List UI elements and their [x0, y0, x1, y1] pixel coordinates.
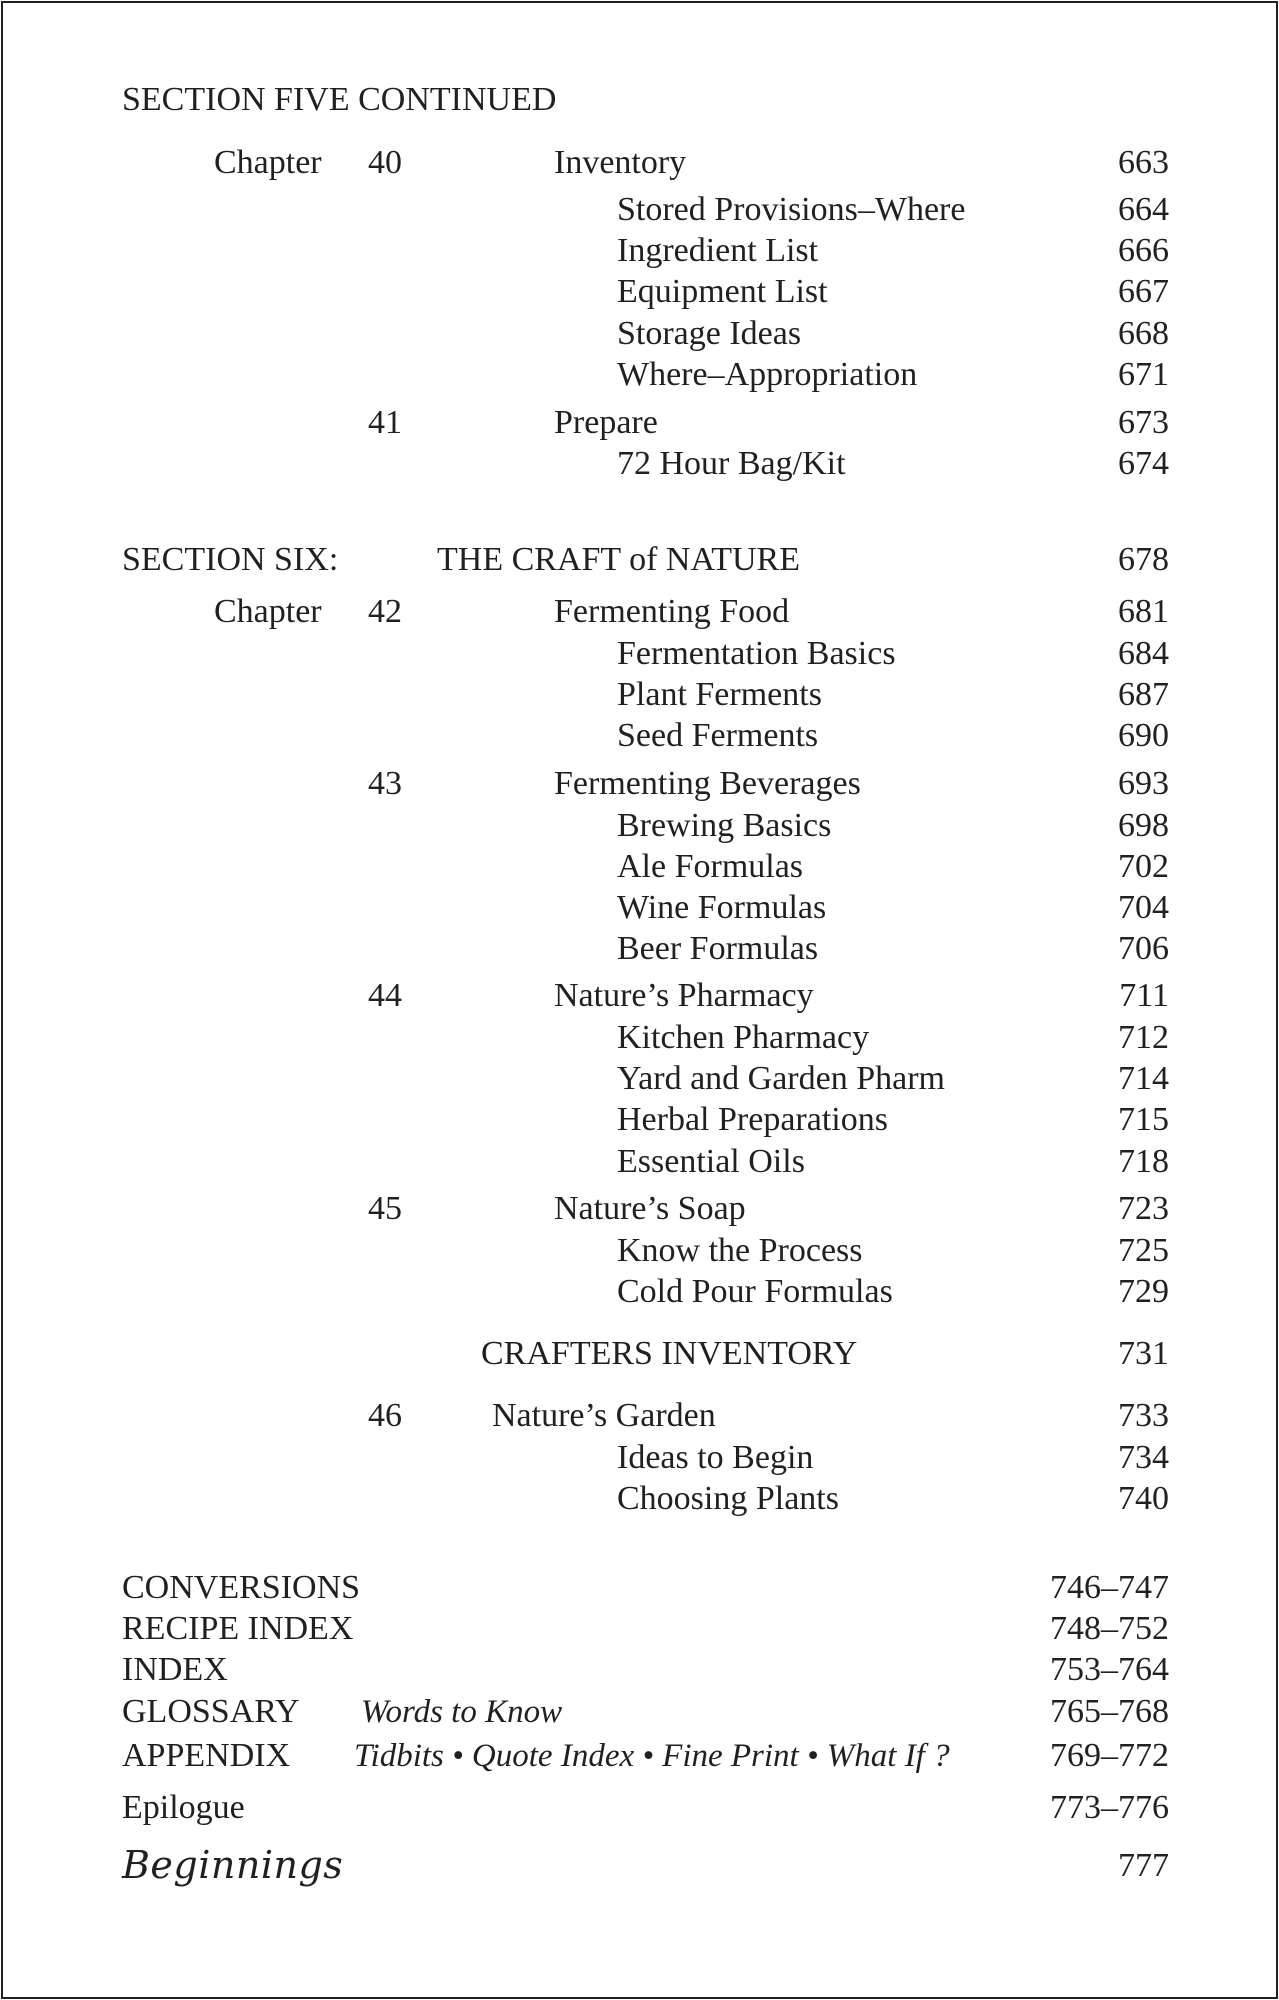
subsection-title: Ale Formulas [617, 848, 804, 885]
page-number: 684 [1118, 635, 1169, 672]
page-number: 693 [1118, 765, 1169, 802]
page-range: 748–752 [1050, 1610, 1169, 1647]
chapter-title: Prepare [554, 404, 658, 441]
chapter-title: Inventory [554, 144, 687, 181]
subsection-title: Where–Appropriation [617, 356, 918, 393]
chapter-title: Nature’s Soap [554, 1190, 746, 1227]
beginnings-title: Beginnings [122, 1843, 344, 1887]
subsection-title: Kitchen Pharmacy [617, 1019, 870, 1056]
subsection-title: Seed Ferments [617, 717, 819, 754]
page-number: 704 [1118, 889, 1169, 926]
page-number: 702 [1118, 848, 1169, 885]
appendix-subtitle: Tidbits • Quote Index • Fine Print • What If ? [354, 1738, 950, 1774]
page-number: 687 [1118, 676, 1169, 713]
subsection-title: Ideas to Begin [617, 1439, 814, 1476]
subsection-title: 72 Hour Bag/Kit [617, 445, 846, 482]
page-number: 674 [1118, 445, 1169, 482]
page-number: 740 [1118, 1480, 1169, 1517]
subsection-title: Herbal Preparations [617, 1101, 888, 1138]
page-number: 663 [1118, 144, 1169, 181]
chapter-number: 43 [368, 765, 402, 802]
page-number: 718 [1118, 1143, 1169, 1180]
page-range: 769–772 [1050, 1737, 1169, 1774]
subsection-title: Equipment List [617, 273, 828, 310]
subsection-title: Choosing Plants [617, 1480, 839, 1517]
subsection-title: Storage Ideas [617, 315, 802, 352]
page-number: 668 [1118, 315, 1169, 352]
page-number: 666 [1118, 232, 1169, 269]
page-number: 714 [1118, 1060, 1169, 1097]
chapter-number: 45 [368, 1190, 402, 1227]
chapter-label: Chapter [214, 593, 322, 630]
subsection-title: Beer Formulas [617, 930, 819, 967]
section-six-title: THE CRAFT of NATURE [437, 541, 800, 578]
subsection-title: Plant Ferments [617, 676, 822, 713]
back-matter-title: Epilogue [122, 1789, 245, 1826]
subsection-title: Fermentation Basics [617, 635, 896, 672]
chapter-number: 44 [368, 977, 402, 1014]
section-six-label: SECTION SIX: [122, 541, 339, 578]
chapter-title: Fermenting Food [554, 593, 790, 630]
page-number: 729 [1118, 1273, 1169, 1310]
page-number: 711 [1119, 977, 1169, 1014]
chapter-number: 41 [368, 404, 402, 441]
page-number: 690 [1118, 717, 1169, 754]
back-matter-title: RECIPE INDEX [122, 1610, 354, 1647]
page-number: 706 [1118, 930, 1169, 967]
section-five-heading: SECTION FIVE CONTINUED [122, 81, 557, 118]
back-matter-title: APPENDIX [122, 1737, 291, 1774]
page-range: 773–776 [1050, 1789, 1169, 1826]
page-range: 746–747 [1050, 1569, 1169, 1606]
page-range: 765–768 [1050, 1693, 1169, 1730]
back-matter-title: INDEX [122, 1651, 228, 1688]
page-number: 723 [1118, 1190, 1169, 1227]
page-number: 734 [1118, 1439, 1169, 1476]
subsection-title: Essential Oils [617, 1143, 805, 1180]
page-range: 753–764 [1050, 1651, 1169, 1688]
glossary-subtitle: Words to Know [361, 1694, 563, 1730]
subsection-title: Yard and Garden Pharm [617, 1060, 945, 1097]
chapter-title: Nature’s Pharmacy [554, 977, 814, 1014]
page-number: 733 [1118, 1397, 1169, 1434]
page-number: 671 [1118, 356, 1169, 393]
page-number: 777 [1118, 1847, 1169, 1884]
subsection-title: Know the Process [617, 1232, 863, 1269]
subsection-title: Cold Pour Formulas [617, 1273, 893, 1310]
chapter-number: 42 [368, 593, 402, 630]
subsection-title: Stored Provisions–Where [617, 191, 966, 228]
subsection-title: Ingredient List [617, 232, 819, 269]
crafters-inventory-title: CRAFTERS INVENTORY [481, 1335, 858, 1372]
page-number: 712 [1118, 1019, 1169, 1056]
back-matter-title: CONVERSIONS [122, 1569, 361, 1606]
page-number: 667 [1118, 273, 1169, 310]
page-number: 715 [1118, 1101, 1169, 1138]
chapter-number: 40 [368, 144, 402, 181]
page-number: 664 [1118, 191, 1169, 228]
page-number: 725 [1118, 1232, 1169, 1269]
page-number: 678 [1118, 541, 1169, 578]
chapter-number: 46 [368, 1397, 402, 1434]
subsection-title: Brewing Basics [617, 807, 832, 844]
page-number: 731 [1118, 1335, 1169, 1372]
chapter-title: Fermenting Beverages [554, 765, 861, 802]
page-number: 681 [1118, 593, 1169, 630]
subsection-title: Wine Formulas [617, 889, 827, 926]
chapter-title: Nature’s Garden [492, 1397, 716, 1434]
page-number: 673 [1118, 404, 1169, 441]
back-matter-title: GLOSSARY [122, 1693, 300, 1730]
page-number: 698 [1118, 807, 1169, 844]
chapter-label: Chapter [214, 144, 322, 181]
